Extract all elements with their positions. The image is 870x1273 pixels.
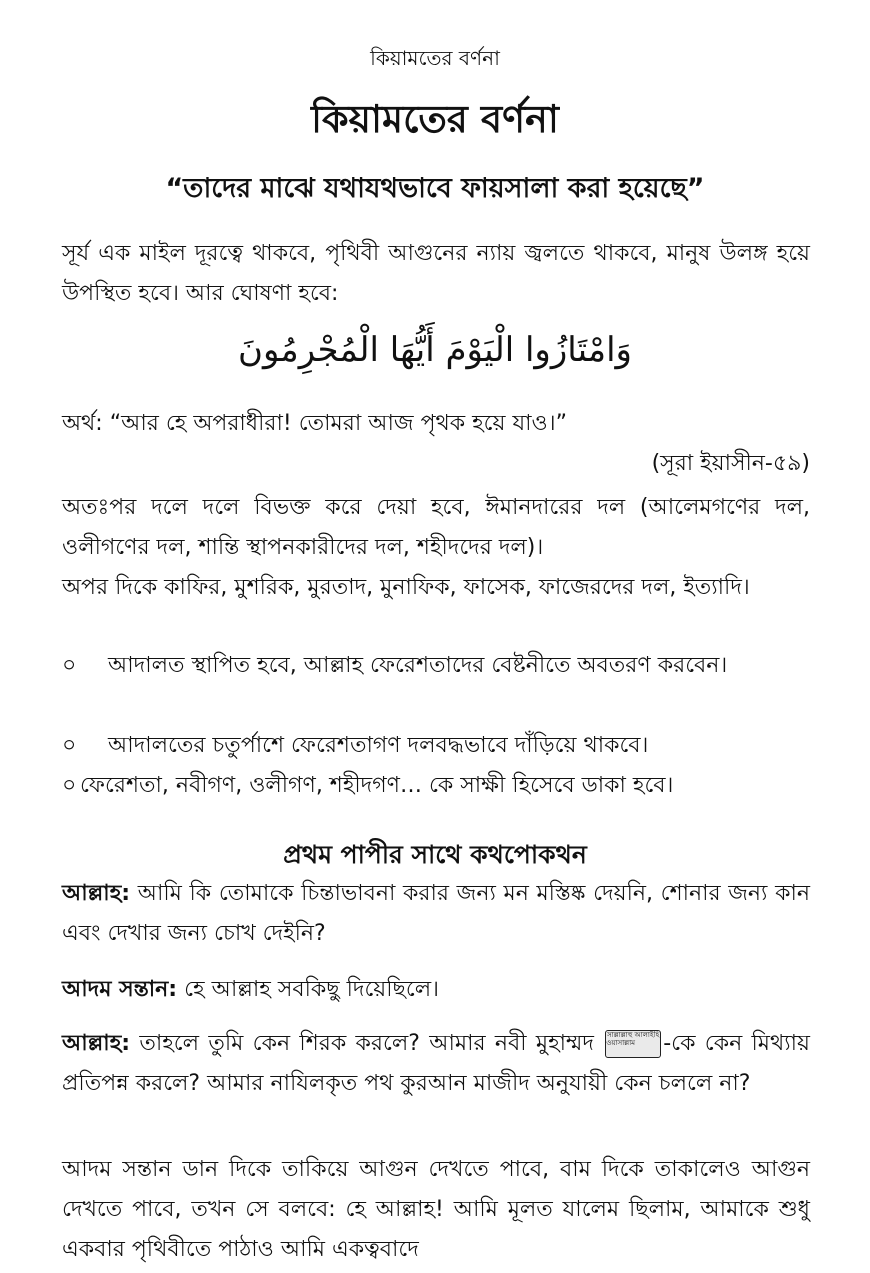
dialogue-text: হে আল্লাহ সবকিছু দিয়েছিলে।	[177, 977, 439, 1002]
closing-paragraph: আদম সন্তান ডান দিকে তাকিয়ে আগুন দেখতে পাবে, বাম দিকে তাকালেও আগুন দেখতে পাবে, তখন সে বলবে: হে আল্লাহ! আমি মূলত যালেম ছিলাম, আমাকে শুধু একবার পৃথিবীতে পাঠাও আমি একত্ববাদে	[62, 1157, 810, 1262]
chapter-subtitle: “তাদের মাঝে যথাযথভাবে ফায়সালা করা হয়েছে”	[165, 173, 705, 204]
groups-paragraph: অতঃপর দলে দলে বিভক্ত করে দেয়া হবে, ঈমানদারের দল (আলেমগণের দল, ওলীগণের দল, শান্তি স্থাপনকারীদের দল, শহীদদের দল)।	[62, 495, 810, 560]
dialogue-text: আমি কি তোমাকে চিন্তাভাবনা করার জন্য মন মস্তিষ্ক দেয়নি, শোনার জন্য কান এবং দেখার জন্য চোখ দেইনি?	[62, 881, 810, 946]
others-paragraph: অপর দিকে কাফির, মুশরিক, মুরতাদ, মুনাফিক, ফাসেক, ফাজেরদের দল, ইত্যাদি।	[62, 575, 750, 600]
dialogue-text: -কে কেন মিথ্যায় প্রতিপন্ন করলে? আমার নাযিলকৃত পথ কুরআন মাজীদ অনুযায়ী কেন চললে না?	[62, 1031, 810, 1096]
speaker-label: আদম সন্তান:	[62, 977, 178, 1002]
intro-paragraph: সূর্য এক মাইল দূরত্বে থাকবে, পৃথিবী আগুনের ন্যায় জ্বলতে থাকবে, মানুষ উলঙ্গ হয়ে উপস্থিত হবে। আর ঘোষণা হবে:	[62, 241, 810, 306]
bullet-marker: ০	[62, 773, 77, 798]
speaker-label: আল্লাহ:	[62, 881, 131, 906]
list-item	[62, 646, 810, 686]
dialogue-allah-1	[62, 874, 810, 954]
bullet-marker: ০	[62, 653, 77, 678]
chapter-title: কিয়ামতের বর্ণনা	[311, 97, 559, 141]
dialogue-adam-1	[62, 970, 810, 1010]
salawat-calligraphy: সাল্লাল্লাহু আলাইহি ওয়াসাল্লাম	[605, 1030, 661, 1058]
speaker-label: আল্লাহ:	[62, 1031, 131, 1056]
bullet-text: আদালতের চতুর্পাশে ফেরেশতাগণ দলবদ্ধভাবে দাঁড়িয়ে থাকবে।	[108, 733, 649, 758]
verse-meaning: অর্থ: “আর হে অপরাধীরা! তোমরা আজ পৃথক হয়ে যাও।”	[62, 411, 567, 436]
running-header: কিয়ামতের বর্ণনা	[370, 46, 500, 70]
dialogue-allah-2	[62, 1024, 810, 1104]
bullet-marker: ০	[62, 733, 77, 758]
list-item	[62, 766, 810, 806]
dialogue-text: তাহলে তুমি কেন শিরক করলে? আমার নবী মুহাম্মদ	[130, 1031, 604, 1056]
list-item	[62, 726, 810, 766]
bullet-text: ফেরেশতা, নবীগণ, ওলীগণ, শহীদগণ… কে সাক্ষী হিসেবে ডাকা হবে।	[80, 773, 674, 798]
verse-reference: (সূরা ইয়াসীন-৫৯)	[651, 451, 810, 476]
section-heading: প্রথম পাপীর সাথে কথপোকথন	[283, 840, 587, 869]
arabic-verse: وَامْتَازُوا الْيَوْمَ أَيُّهَا الْمُجْرِمُونَ	[238, 330, 632, 370]
bullet-text: আদালত স্থাপিত হবে, আল্লাহ ফেরেশতাদের বেষ্টনীতে অবতরণ করবেন।	[108, 653, 728, 678]
